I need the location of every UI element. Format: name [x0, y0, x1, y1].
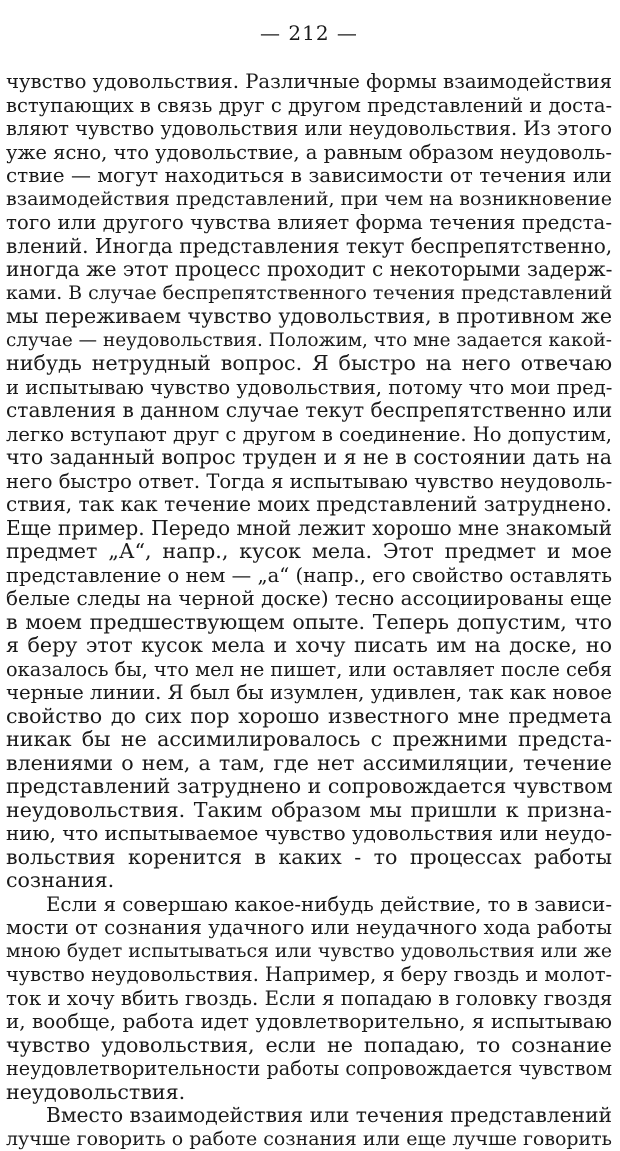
text-line: и, вообще, работа идет удовлетворительно, я испытываю [6, 1010, 612, 1034]
text-line: чувство удовольствия. Различные формы взаимодействия [6, 70, 612, 94]
text-line: мы переживаем чувство удовольствия, в противном же [6, 305, 612, 329]
text-line: что заданный вопрос труден и я не в состоянии дать на [6, 446, 612, 470]
text-line: мною будет испытываться или чувство удовольствия или же [6, 940, 612, 964]
text-line: чувство неудовольствия. Например, я беру гвоздь и молот- [6, 963, 612, 987]
text-line: случае — неудовольствия. Положим, что мне задается какой- [6, 329, 612, 353]
text-line: оказалось бы, что мел не пишет, или оставляет после себя [6, 658, 612, 682]
text-line: легко вступают друг с другом в соединение. Но допустим, [6, 423, 612, 447]
text-line: ток и хочу вбить гвоздь. Если я попадаю в головку гвоздя [6, 987, 612, 1011]
text-line: ками. В случае беспрепятственного течения представлений [6, 282, 612, 306]
text-line: неудовольствия. [6, 1081, 612, 1105]
text-line: никак бы не ассимилировалось с прежними предста- [6, 728, 612, 752]
paragraph [6, 893, 612, 1105]
text-line: мости от сознания удачного или неудачного хода работы [6, 916, 612, 940]
text-line: влениями о нем, а там, где нет ассимиляции, течение [6, 752, 612, 776]
text-line: взаимодействия представлений, при чем на возникновение [6, 188, 612, 212]
text-line: влений. Иногда представления текут беспрепятственно, [6, 235, 612, 259]
text-line: ствия, так как течение моих представлений затруднено. [6, 493, 612, 517]
text-line: Вместо взаимодействия или течения представлений [6, 1104, 612, 1128]
text-line: неудовлетворительности работы сопровождается чувством [6, 1057, 612, 1081]
page-number: — 212 — [6, 20, 612, 54]
text-line: уже ясно, что удовольствие, а равным образом неудоволь- [6, 141, 612, 165]
text-line: вольствия коренится в каких - то процессах работы [6, 846, 612, 870]
text-line: иногда же этот процесс проходит с некоторыми задерж- [6, 258, 612, 282]
text-line: в моем предшествующем опыте. Теперь допустим, что [6, 611, 612, 635]
text-line: ствие — могут находиться в зависимости от течения или [6, 164, 612, 188]
text-line: белые следы на черной доске) тесно ассоциированы еще [6, 587, 612, 611]
paragraph [6, 70, 612, 893]
text-line: сознания. [6, 869, 612, 893]
text-line: того или другого чувства влияет форма течения предста- [6, 211, 612, 235]
text-line: свойство до сих пор хорошо известного мне предмета [6, 705, 612, 729]
text-line: чувство удовольствия, если не попадаю, то сознание [6, 1034, 612, 1058]
text-line: вляют чувство удовольствия или неудовольствия. Из этого [6, 117, 612, 141]
paragraph [6, 1104, 612, 1151]
text-line: представлений затруднено и сопровождается чувством [6, 775, 612, 799]
text-line: предмет „А“, напр., кусок мела. Этот предмет и мое [6, 540, 612, 564]
text-line: нию, что испытываемое чувство удовольствия или неудо- [6, 822, 612, 846]
text-line: представление о нем — „а“ (напр., его свойство оставлять [6, 564, 612, 588]
text-line: Если я совершаю какое-нибудь действие, то в зависи- [6, 893, 612, 917]
text-line: я беру этот кусок мела и хочу писать им на доске, но [6, 634, 612, 658]
text-line: него быстро ответ. Тогда я испытываю чувство неудоволь- [6, 470, 612, 494]
text-line: и испытываю чувство удовольствия, потому что мои пред- [6, 376, 612, 400]
text-line: черные линии. Я был бы изумлен, удивлен, так как новое [6, 681, 612, 705]
text-line: нибудь нетрудный вопрос. Я быстро на него отвечаю [6, 352, 612, 376]
text-line: вступающих в связь друг с другом представлений и доста- [6, 94, 612, 118]
text-line: лучше говорить о работе сознания или еще лучше говорить [6, 1128, 612, 1151]
text-body [6, 70, 612, 1151]
text-line: ставления в данном случае текут беспрепятственно или [6, 399, 612, 423]
text-line: Еще пример. Передо мной лежит хорошо мне знакомый [6, 517, 612, 541]
text-line: неудовольствия. Таким образом мы пришли к призна- [6, 799, 612, 823]
